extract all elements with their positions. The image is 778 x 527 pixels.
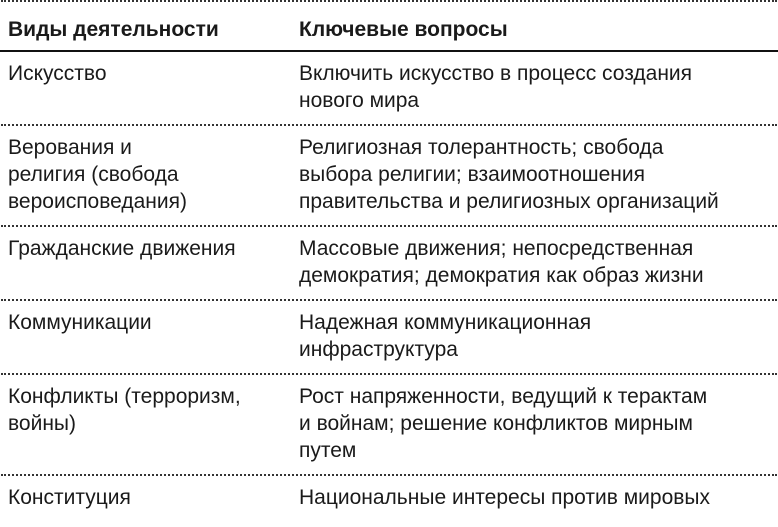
activity-cell: Коммуникации [8, 311, 152, 334]
issues-cell: Религиозная толерантность; свобода выбора религии; взаимоотношения правительства и религиозных организаций [299, 136, 719, 213]
header-key-issues: Ключевые вопросы [299, 18, 508, 41]
table-header-row [0, 2, 778, 50]
issues-cell: Массовые движения; непосредственная демократия; демократия как образ жизни [299, 237, 704, 287]
table-row [0, 126, 778, 225]
activity-cell: Конституция [8, 486, 131, 509]
table-row [0, 301, 778, 373]
table-row [0, 52, 778, 124]
issues-cell: Надежная коммуникационная инфраструктура [299, 311, 592, 361]
issues-cell: Включить искусство в процесс создания нового мира [299, 62, 693, 112]
table-row [0, 476, 778, 521]
issues-cell: Национальные интересы против мировых [299, 486, 711, 509]
activity-cell: Искусство [8, 62, 107, 85]
table-row [0, 375, 778, 474]
table-row [0, 227, 778, 299]
activity-cell: Конфликты (терроризм, войны) [8, 385, 241, 435]
activity-cell: Верования и религия (свобода вероисповедания) [8, 136, 188, 213]
issues-cell: Рост напряженности, ведущий к терактам и войнам; решение конфликтов мирным путем [299, 385, 708, 462]
header-activities: Виды деятельности [8, 18, 219, 41]
activity-cell: Гражданские движения [8, 237, 236, 260]
